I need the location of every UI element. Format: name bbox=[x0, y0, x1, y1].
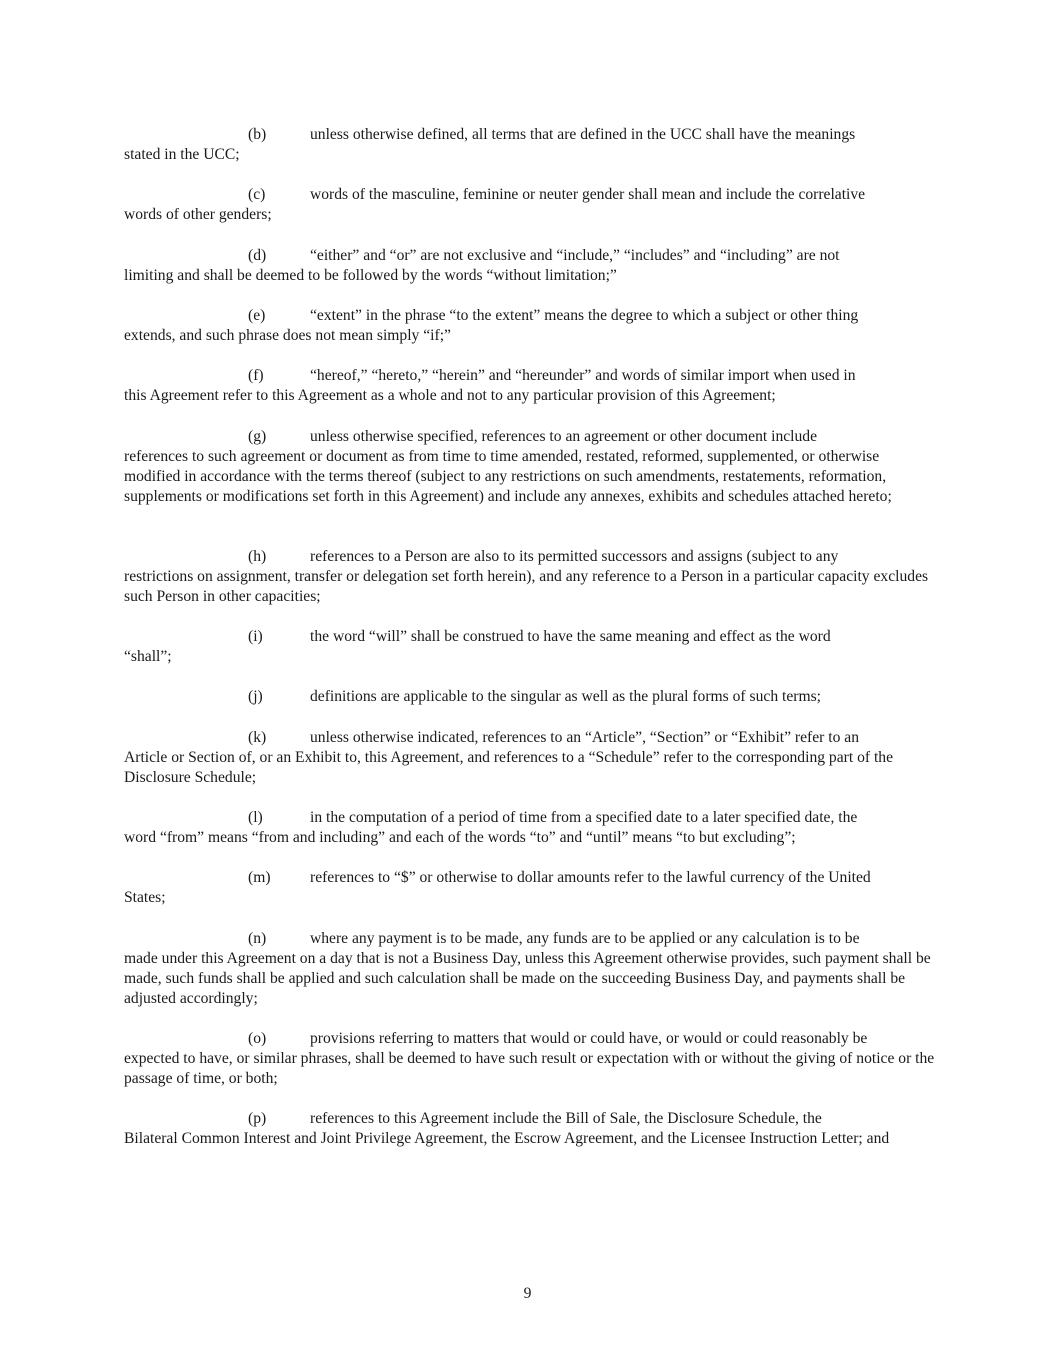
clause-label: (m) bbox=[248, 869, 271, 886]
clause-label: (p) bbox=[248, 1110, 267, 1127]
clause-first-line: “hereof,” “hereto,” “herein” and “hereunder” and words of similar import when used in bbox=[310, 367, 856, 384]
clause-first-line: where any payment is to be made, any funds are to be applied or any calculation is to be bbox=[310, 930, 860, 947]
clause-continuation: States; bbox=[124, 889, 166, 907]
clause-label: (l) bbox=[248, 809, 263, 826]
clause-m bbox=[124, 868, 936, 908]
clause-i bbox=[124, 627, 936, 667]
clause-label: (e) bbox=[248, 307, 266, 324]
clause-first-line: words of the masculine, feminine or neuter gender shall mean and include the correlative bbox=[310, 186, 866, 203]
clause-label: (n) bbox=[248, 930, 267, 947]
clause-h bbox=[124, 547, 936, 607]
clause-first-line: “either” and “or” are not exclusive and “include,” “includes” and “including” are not bbox=[310, 247, 840, 264]
clause-first-line: provisions referring to matters that would or could have, or would or could reasonably be bbox=[310, 1030, 868, 1047]
clause-first-line: unless otherwise indicated, references to an “Article”, “Section” or “Exhibit” refer to an bbox=[310, 729, 860, 746]
clause-o bbox=[124, 1029, 936, 1089]
clause-label: (h) bbox=[248, 548, 267, 565]
clause-first-line: in the computation of a period of time from a specified date to a later specified date, the bbox=[310, 809, 858, 826]
clause-d bbox=[124, 246, 936, 286]
clause-label: (b) bbox=[248, 126, 267, 143]
clause-continuation: extends, and such phrase does not mean simply “if;” bbox=[124, 327, 451, 345]
clause-n bbox=[124, 929, 936, 1009]
clause-e bbox=[124, 306, 936, 346]
clause-continuation: stated in the UCC; bbox=[124, 146, 240, 164]
clause-label: (g) bbox=[248, 428, 267, 445]
clause-l bbox=[124, 808, 936, 848]
clause-continuation: words of other genders; bbox=[124, 206, 272, 224]
clause-continuation: Article or Section of, or an Exhibit to, this Agreement, and references to a “Schedule” refer to the corresponding part of the Disclosure Schedule; bbox=[124, 749, 894, 787]
clause-label: (j) bbox=[248, 688, 263, 705]
clause-continuation: “shall”; bbox=[124, 648, 172, 666]
clause-first-line: references to a Person are also to its permitted successors and assigns (subject to any bbox=[310, 548, 839, 565]
clause-first-line: “extent” in the phrase “to the extent” means the degree to which a subject or other thing bbox=[310, 307, 859, 324]
clause-p bbox=[124, 1109, 936, 1149]
clause-f bbox=[124, 366, 936, 406]
clause-continuation: restrictions on assignment, transfer or delegation set forth herein), and any reference to a Person in a particular capacity excludes such Person in other capacities; bbox=[124, 568, 929, 606]
clause-continuation: expected to have, or similar phrases, shall be deemed to have such result or expectation with or without the giving of notice or the passage of time, or both; bbox=[124, 1050, 935, 1088]
clause-first-line: references to “$” or otherwise to dollar amounts refer to the lawful currency of the United bbox=[310, 869, 871, 886]
clause-continuation: limiting and shall be deemed to be followed by the words “without limitation;” bbox=[124, 267, 617, 285]
clause-first-line: references to this Agreement include the Bill of Sale, the Disclosure Schedule, the bbox=[310, 1110, 822, 1127]
clause-continuation: references to such agreement or document as from time to time amended, restated, reformed, supplemented, or otherwise modified in accordance with the terms thereof (subject to any restrictions on such amendments, restatements, reformation, supplements or modifications set forth in this Agreement) and include any annexes, exhibits and schedules attached hereto; bbox=[124, 448, 892, 506]
clause-continuation: this Agreement refer to this Agreement as a whole and not to any particular provision of this Agreement; bbox=[124, 387, 776, 405]
clause-label: (f) bbox=[248, 367, 264, 384]
clause-k bbox=[124, 728, 936, 788]
clause-first-line: unless otherwise defined, all terms that are defined in the UCC shall have the meanings bbox=[310, 126, 856, 143]
clause-b bbox=[124, 125, 936, 165]
clause-j bbox=[124, 687, 936, 707]
clause-continuation: word “from” means “from and including” and each of the words “to” and “until” means “to but excluding”; bbox=[124, 829, 796, 847]
clause-g bbox=[124, 427, 936, 507]
clause-first-line: definitions are applicable to the singular as well as the plural forms of such terms; bbox=[310, 688, 821, 705]
clause-label: (d) bbox=[248, 247, 267, 264]
clause-label: (i) bbox=[248, 628, 263, 645]
clause-first-line: unless otherwise specified, references to an agreement or other document include bbox=[310, 428, 818, 445]
clause-continuation: made under this Agreement on a day that is not a Business Day, unless this Agreement otherwise provides, such payment shall be made, such funds shall be applied and such calculation shall be made on the succeeding Business Day, and payments shall be adjusted accordingly; bbox=[124, 950, 931, 1008]
clause-continuation: Bilateral Common Interest and Joint Privilege Agreement, the Escrow Agreement, and the Licensee Instruction Letter; and bbox=[124, 1130, 890, 1148]
page-number: 9 bbox=[523, 1285, 532, 1302]
clause-label: (o) bbox=[248, 1030, 267, 1047]
clause-c bbox=[124, 185, 936, 225]
clause-label: (c) bbox=[248, 186, 266, 203]
clause-label: (k) bbox=[248, 729, 267, 746]
clause-first-line: the word “will” shall be construed to have the same meaning and effect as the word bbox=[310, 628, 831, 645]
